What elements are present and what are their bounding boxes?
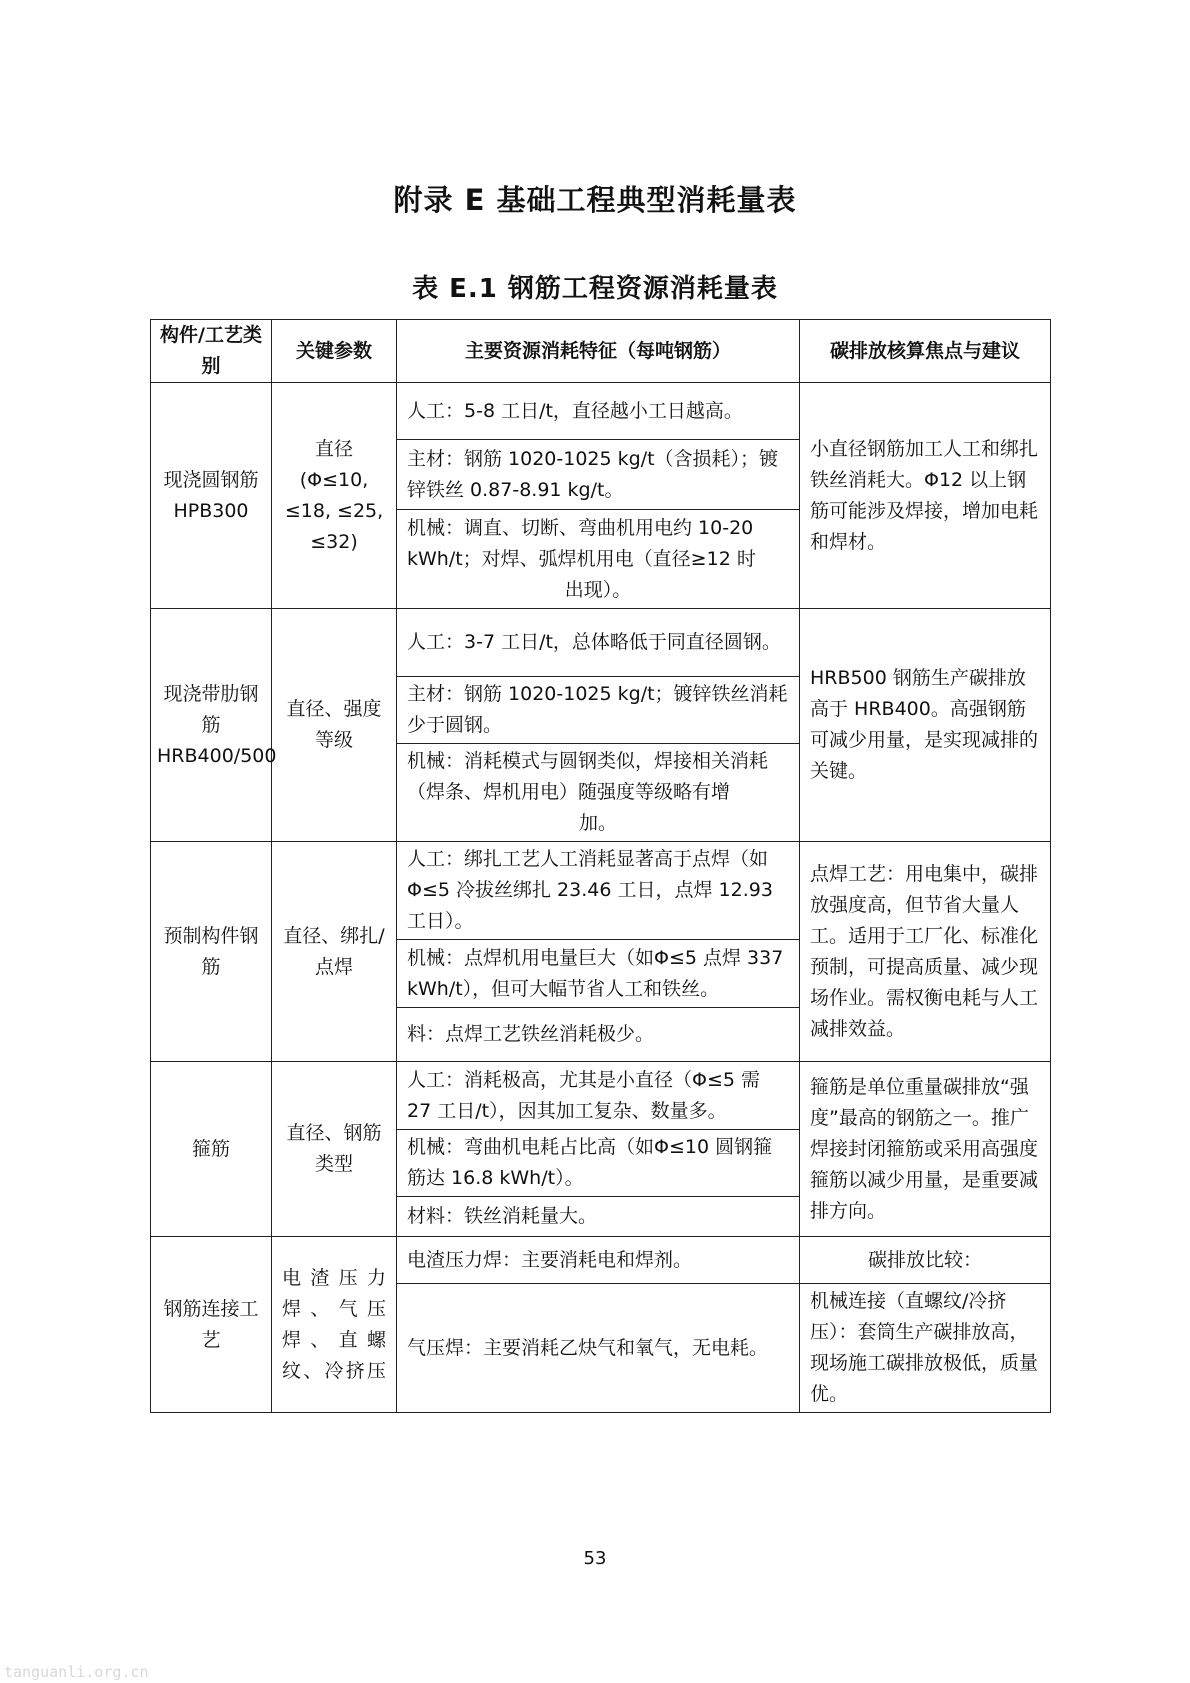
- header-features: 主要资源消耗特征（每吨钢筋）: [397, 320, 800, 383]
- feature-cell: [397, 744, 800, 842]
- feature-cell: 人工：绑扎工艺人工消耗显著高于点焊（如Φ≤5 冷拔丝绑扎 23.46 工日，点焊 12.93 工日）。: [397, 842, 800, 940]
- header-carbon: 碳排放核算焦点与建议: [800, 320, 1051, 383]
- feature-cell: 机械：弯曲机电耗占比高（如Φ≤10 圆钢箍筋达 16.8 kWh/t）。: [397, 1130, 800, 1197]
- feature-cell: [397, 510, 800, 609]
- table-row: [151, 842, 1051, 940]
- param-cell: 直径、钢筋类型: [272, 1062, 397, 1237]
- carbon-note-cell: 箍筋是单位重量碳排放“强度”最高的钢筋之一。推广焊接封闭箍筋或采用高强度箍筋以减少用量，是重要减排方向。: [800, 1062, 1051, 1237]
- feature-cell: 人工：消耗极高，尤其是小直径（Φ≤5 需 27 工日/t），因其加工复杂、数量多。: [397, 1062, 800, 1130]
- appendix-title: 附录 E 基础工程典型消耗量表: [393, 183, 797, 217]
- category-cell: 现浇圆钢筋 HPB300: [151, 383, 272, 609]
- param-cell: 直径 (Φ≤10, ≤18, ≤25, ≤32): [272, 383, 397, 609]
- category-cell: 预制构件钢筋: [151, 842, 272, 1062]
- table-row: [151, 1062, 1051, 1130]
- table-row: [151, 1237, 1051, 1284]
- param-cell: 电渣压力焊、气压焊、直螺纹、冷挤压: [272, 1237, 397, 1413]
- feature-text: 机械：消耗模式与圆钢类似，焊接相关消耗（焊条、焊机用电）随强度等级略有增: [407, 750, 769, 803]
- consumption-table: [150, 319, 1051, 1413]
- table-row: [151, 609, 1051, 677]
- feature-cell: 机械：点焊机用电量巨大（如Φ≤5 点焊 337 kWh/t），但可大幅节省人工和铁丝。: [397, 940, 800, 1008]
- feature-cell: 电渣压力焊：主要消耗电和焊剂。: [397, 1237, 800, 1284]
- feature-cell: 人工：5-8 工日/t，直径越小工日越高。: [397, 383, 800, 440]
- param-cell: 直径、强度等级: [272, 609, 397, 842]
- table-title: 表 E.1 钢筋工程资源消耗量表: [412, 274, 778, 304]
- watermark: tanguanli.org.cn: [4, 1663, 149, 1681]
- category-cell: 现浇带肋钢筋 HRB400/500: [151, 609, 272, 842]
- feature-text-tail: 出现）。: [564, 578, 632, 601]
- category-cell: 箍筋: [151, 1062, 272, 1237]
- table-header-row: [151, 320, 1051, 383]
- feature-cell: 人工：3-7 工日/t，总体略低于同直径圆钢。: [397, 609, 800, 677]
- feature-text-tail: 加。: [578, 812, 617, 834]
- feature-text: 机械：调直、切断、弯曲机用电约 10-20 kWh/t；对焊、弧焊机用电（直径≥12 时: [407, 516, 756, 570]
- feature-cell: 主材：钢筋 1020-1025 kg/t（含损耗）；镀锌铁丝 0.87-8.91 kg/t。: [397, 440, 800, 510]
- param-cell: 直径、绑扎/点焊: [272, 842, 397, 1062]
- feature-cell: 气压焊：主要消耗乙炔气和氧气，无电耗。: [397, 1284, 800, 1413]
- carbon-note-cell: HRB500 钢筋生产碳排放高于 HRB400。高强钢筋可减少用量，是实现减排的关键。: [800, 609, 1051, 842]
- category-cell: 钢筋连接工艺: [151, 1237, 272, 1413]
- feature-cell: 料：点焊工艺铁丝消耗极少。: [397, 1008, 800, 1062]
- carbon-note-cell: 点焊工艺：用电集中，碳排放强度高，但节省大量人工。适用于工厂化、标准化预制，可提高质量、减少现场作业。需权衡电耗与人工减排效益。: [800, 842, 1051, 1062]
- table-row: [151, 383, 1051, 440]
- page-number: 53: [583, 1548, 607, 1569]
- carbon-note-cell: 小直径钢筋加工人工和绑扎铁丝消耗大。Φ12 以上钢筋可能涉及焊接，增加电耗和焊材。: [800, 383, 1051, 609]
- carbon-note-heading: 碳排放比较：: [800, 1237, 1051, 1284]
- carbon-note-cell: 机械连接（直螺纹/冷挤压）：套筒生产碳排放高，现场施工碳排放极低，质量优。: [800, 1284, 1051, 1413]
- header-param: 关键参数: [272, 320, 397, 383]
- feature-cell: 主材：钢筋 1020-1025 kg/t；镀锌铁丝消耗少于圆钢。: [397, 677, 800, 744]
- feature-cell: 材料：铁丝消耗量大。: [397, 1197, 800, 1237]
- header-category: 构件/工艺类别: [151, 320, 272, 383]
